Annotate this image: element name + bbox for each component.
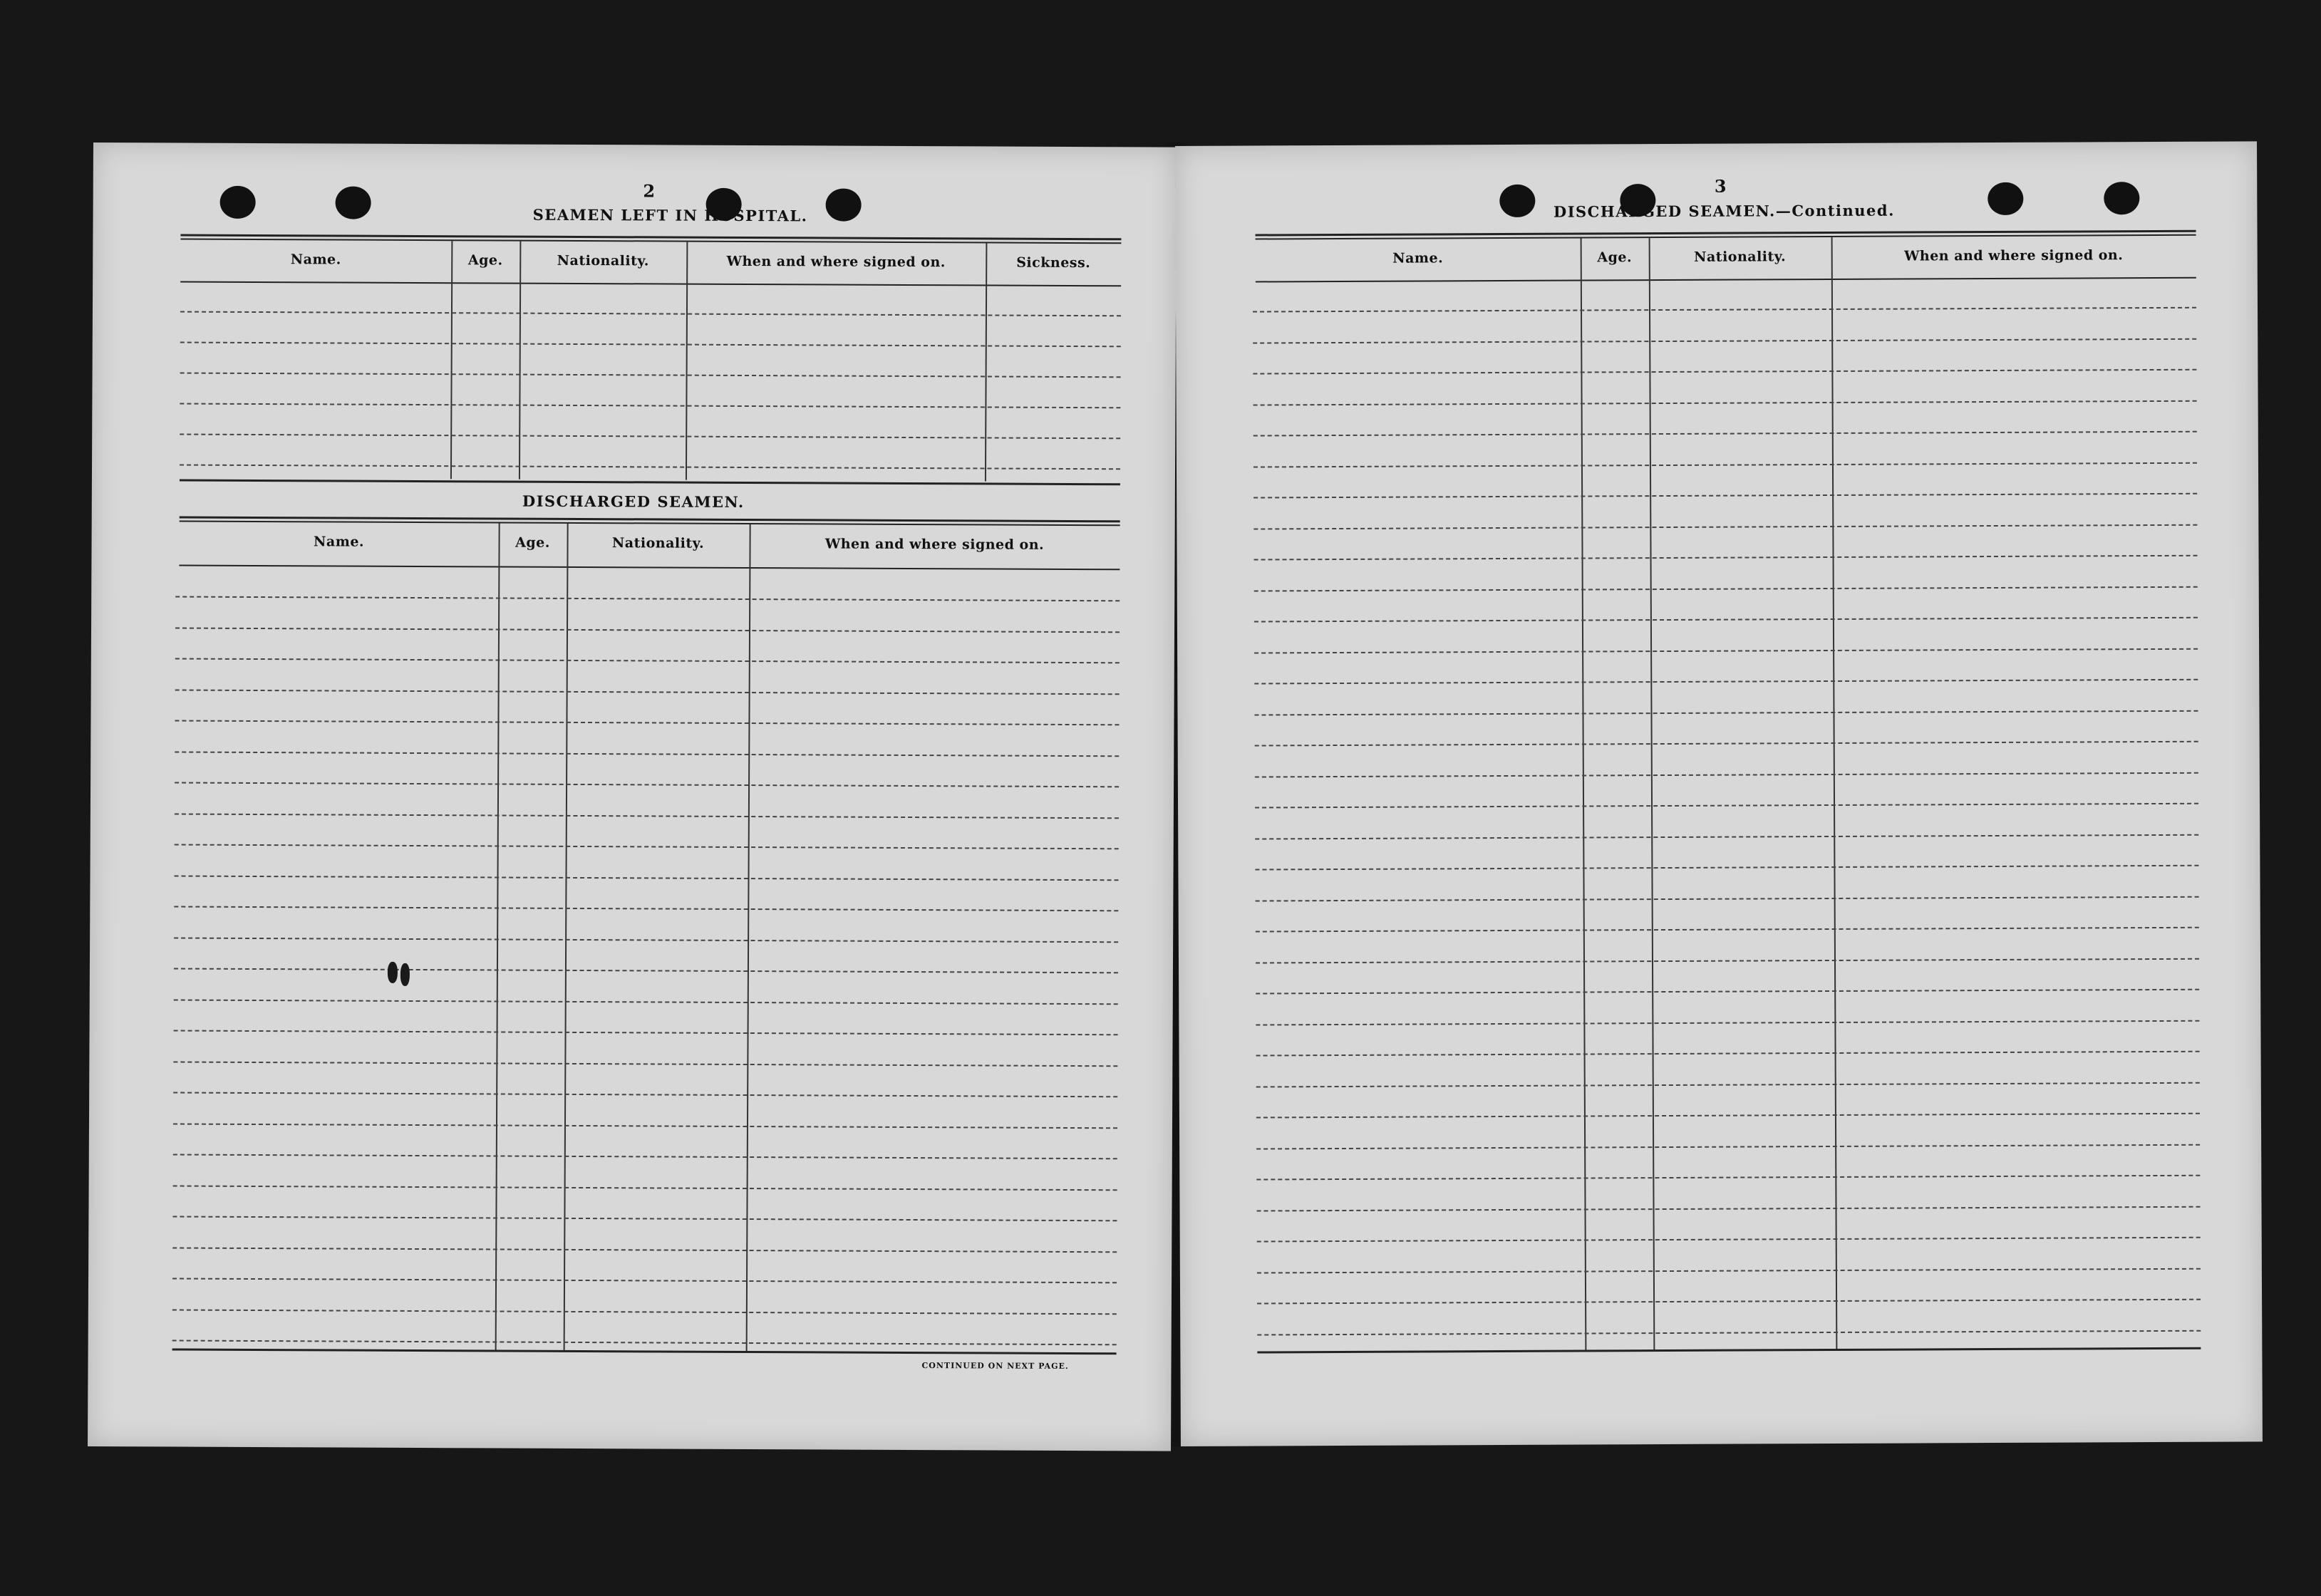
column-header-age: Age. <box>515 534 550 551</box>
ruled-line <box>1255 741 2198 747</box>
ruled-line <box>1253 493 2197 499</box>
column-header-nationality: Nationality. <box>611 535 705 551</box>
ruled-line <box>1254 710 2198 715</box>
ruled-line <box>174 999 1118 1005</box>
ruled-line <box>1256 1051 2200 1057</box>
ruled-line <box>1257 1268 2201 1273</box>
ruled-line <box>1255 803 2198 809</box>
ruled-line <box>173 1092 1117 1098</box>
header-rule <box>179 565 1120 571</box>
hospital-rows <box>93 142 1177 147</box>
table-bottom-rule <box>172 1348 1117 1354</box>
header-rule <box>180 281 1121 287</box>
ruled-line <box>1253 307 2196 313</box>
ruled-line <box>180 465 1120 470</box>
ruled-line <box>175 689 1120 695</box>
ruled-line <box>1253 338 2196 343</box>
binder-hole <box>336 186 371 219</box>
ruled-line <box>175 875 1119 881</box>
ruled-line <box>174 968 1118 974</box>
ruled-line <box>1256 1175 2200 1181</box>
column-header-signed-on: When and where signed on. <box>1903 247 2124 264</box>
ruled-line <box>1257 1299 2201 1305</box>
column-divider <box>450 241 453 479</box>
binder-hole <box>220 186 256 219</box>
ruled-line <box>1255 865 2198 871</box>
column-divider <box>746 524 751 1351</box>
ruled-line <box>1256 1082 2200 1087</box>
ruled-line <box>1257 1237 2201 1243</box>
ruled-line <box>180 342 1121 348</box>
right-page <box>1175 141 2263 1446</box>
column-divider <box>1581 239 1587 1350</box>
ruled-line <box>1254 679 2198 685</box>
discharged-continued-rows <box>1175 141 2257 146</box>
ruled-line <box>175 658 1120 664</box>
ruled-line <box>1257 1206 2201 1211</box>
ruled-line <box>1257 1330 2201 1335</box>
binder-hole <box>2104 182 2139 214</box>
ruled-line <box>1256 1020 2199 1025</box>
column-divider <box>985 243 987 481</box>
column-divider <box>495 523 500 1349</box>
column-divider <box>1649 238 1655 1349</box>
ruled-line <box>175 627 1120 633</box>
ruled-line <box>175 782 1119 788</box>
ruled-line <box>180 373 1121 378</box>
column-header-sickness: Sickness. <box>1016 254 1091 271</box>
section-rule <box>180 480 1120 486</box>
ruled-line <box>1256 896 2199 901</box>
ruled-line <box>1255 834 2198 839</box>
continued-note: CONTINUED ON NEXT PAGE. <box>921 1361 1069 1371</box>
discharged-rows <box>93 142 1177 147</box>
column-header-age: Age. <box>467 252 503 269</box>
ruled-line <box>174 937 1118 943</box>
column-header-name: Name. <box>290 252 341 268</box>
ruled-line <box>180 403 1120 409</box>
column-header-signed-on: When and where signed on. <box>726 253 946 271</box>
ruled-line <box>1256 958 2199 963</box>
ruled-line <box>1253 524 2197 529</box>
page-number: 3 <box>1714 175 1727 197</box>
ruled-line <box>172 1247 1117 1253</box>
ruled-line <box>172 1340 1117 1345</box>
table-bottom-rule <box>1257 1347 2201 1354</box>
column-header-signed-on: When and where signed on. <box>825 536 1045 553</box>
binder-hole <box>1987 182 2023 215</box>
ruled-line <box>175 596 1120 602</box>
ruled-line <box>175 751 1119 757</box>
ruled-line <box>172 1216 1117 1222</box>
ruled-line <box>174 1030 1118 1036</box>
ruled-line <box>1256 927 2199 933</box>
column-header-name: Name. <box>1392 250 1444 266</box>
column-header-age: Age. <box>1597 249 1633 266</box>
ruled-line <box>175 720 1119 726</box>
ruled-line <box>180 311 1121 317</box>
ruled-line <box>1253 462 2197 467</box>
ruled-line <box>175 844 1119 850</box>
ruled-line <box>1253 431 2197 437</box>
ruled-line <box>1254 586 2198 591</box>
ruled-line <box>180 434 1120 440</box>
binder-hole <box>1499 185 1535 217</box>
column-divider <box>1831 237 1838 1349</box>
ruled-line <box>1254 617 2198 623</box>
ruled-line <box>1253 369 2196 375</box>
column-divider <box>564 524 569 1350</box>
ruled-line <box>174 906 1118 912</box>
ink-mark <box>400 963 410 986</box>
page-number: 2 <box>643 180 656 202</box>
binder-hole <box>826 188 862 221</box>
ruled-line <box>1254 648 2198 653</box>
ruled-line <box>1256 1113 2200 1119</box>
left-page <box>88 142 1177 1451</box>
ruled-line <box>173 1154 1117 1160</box>
column-divider <box>686 242 688 480</box>
ruled-line <box>173 1123 1117 1129</box>
ruled-line <box>1255 772 2198 777</box>
ruled-line <box>173 1061 1117 1067</box>
section-title-discharged: DISCHARGED SEAMEN. <box>522 492 745 511</box>
section-title-discharged-continued: DISCHARGED SEAMEN.—Continued. <box>1553 201 1895 221</box>
ink-mark <box>388 962 398 983</box>
ruled-line <box>175 813 1119 819</box>
ruled-line <box>1254 555 2198 561</box>
ruled-line <box>173 1185 1117 1191</box>
ruled-line <box>172 1309 1117 1315</box>
column-header-nationality: Nationality. <box>557 252 649 269</box>
column-header-nationality: Nationality. <box>1694 249 1787 265</box>
column-header-name: Name. <box>314 534 365 550</box>
ruled-line <box>1256 1144 2200 1149</box>
ruled-line <box>1256 989 2199 995</box>
column-divider <box>519 242 521 480</box>
ruled-line <box>172 1278 1117 1283</box>
header-rule <box>1256 277 2196 283</box>
section-title-hospital: SEAMEN LEFT IN HOSPITAL. <box>532 205 808 225</box>
ruled-line <box>1253 400 2197 405</box>
